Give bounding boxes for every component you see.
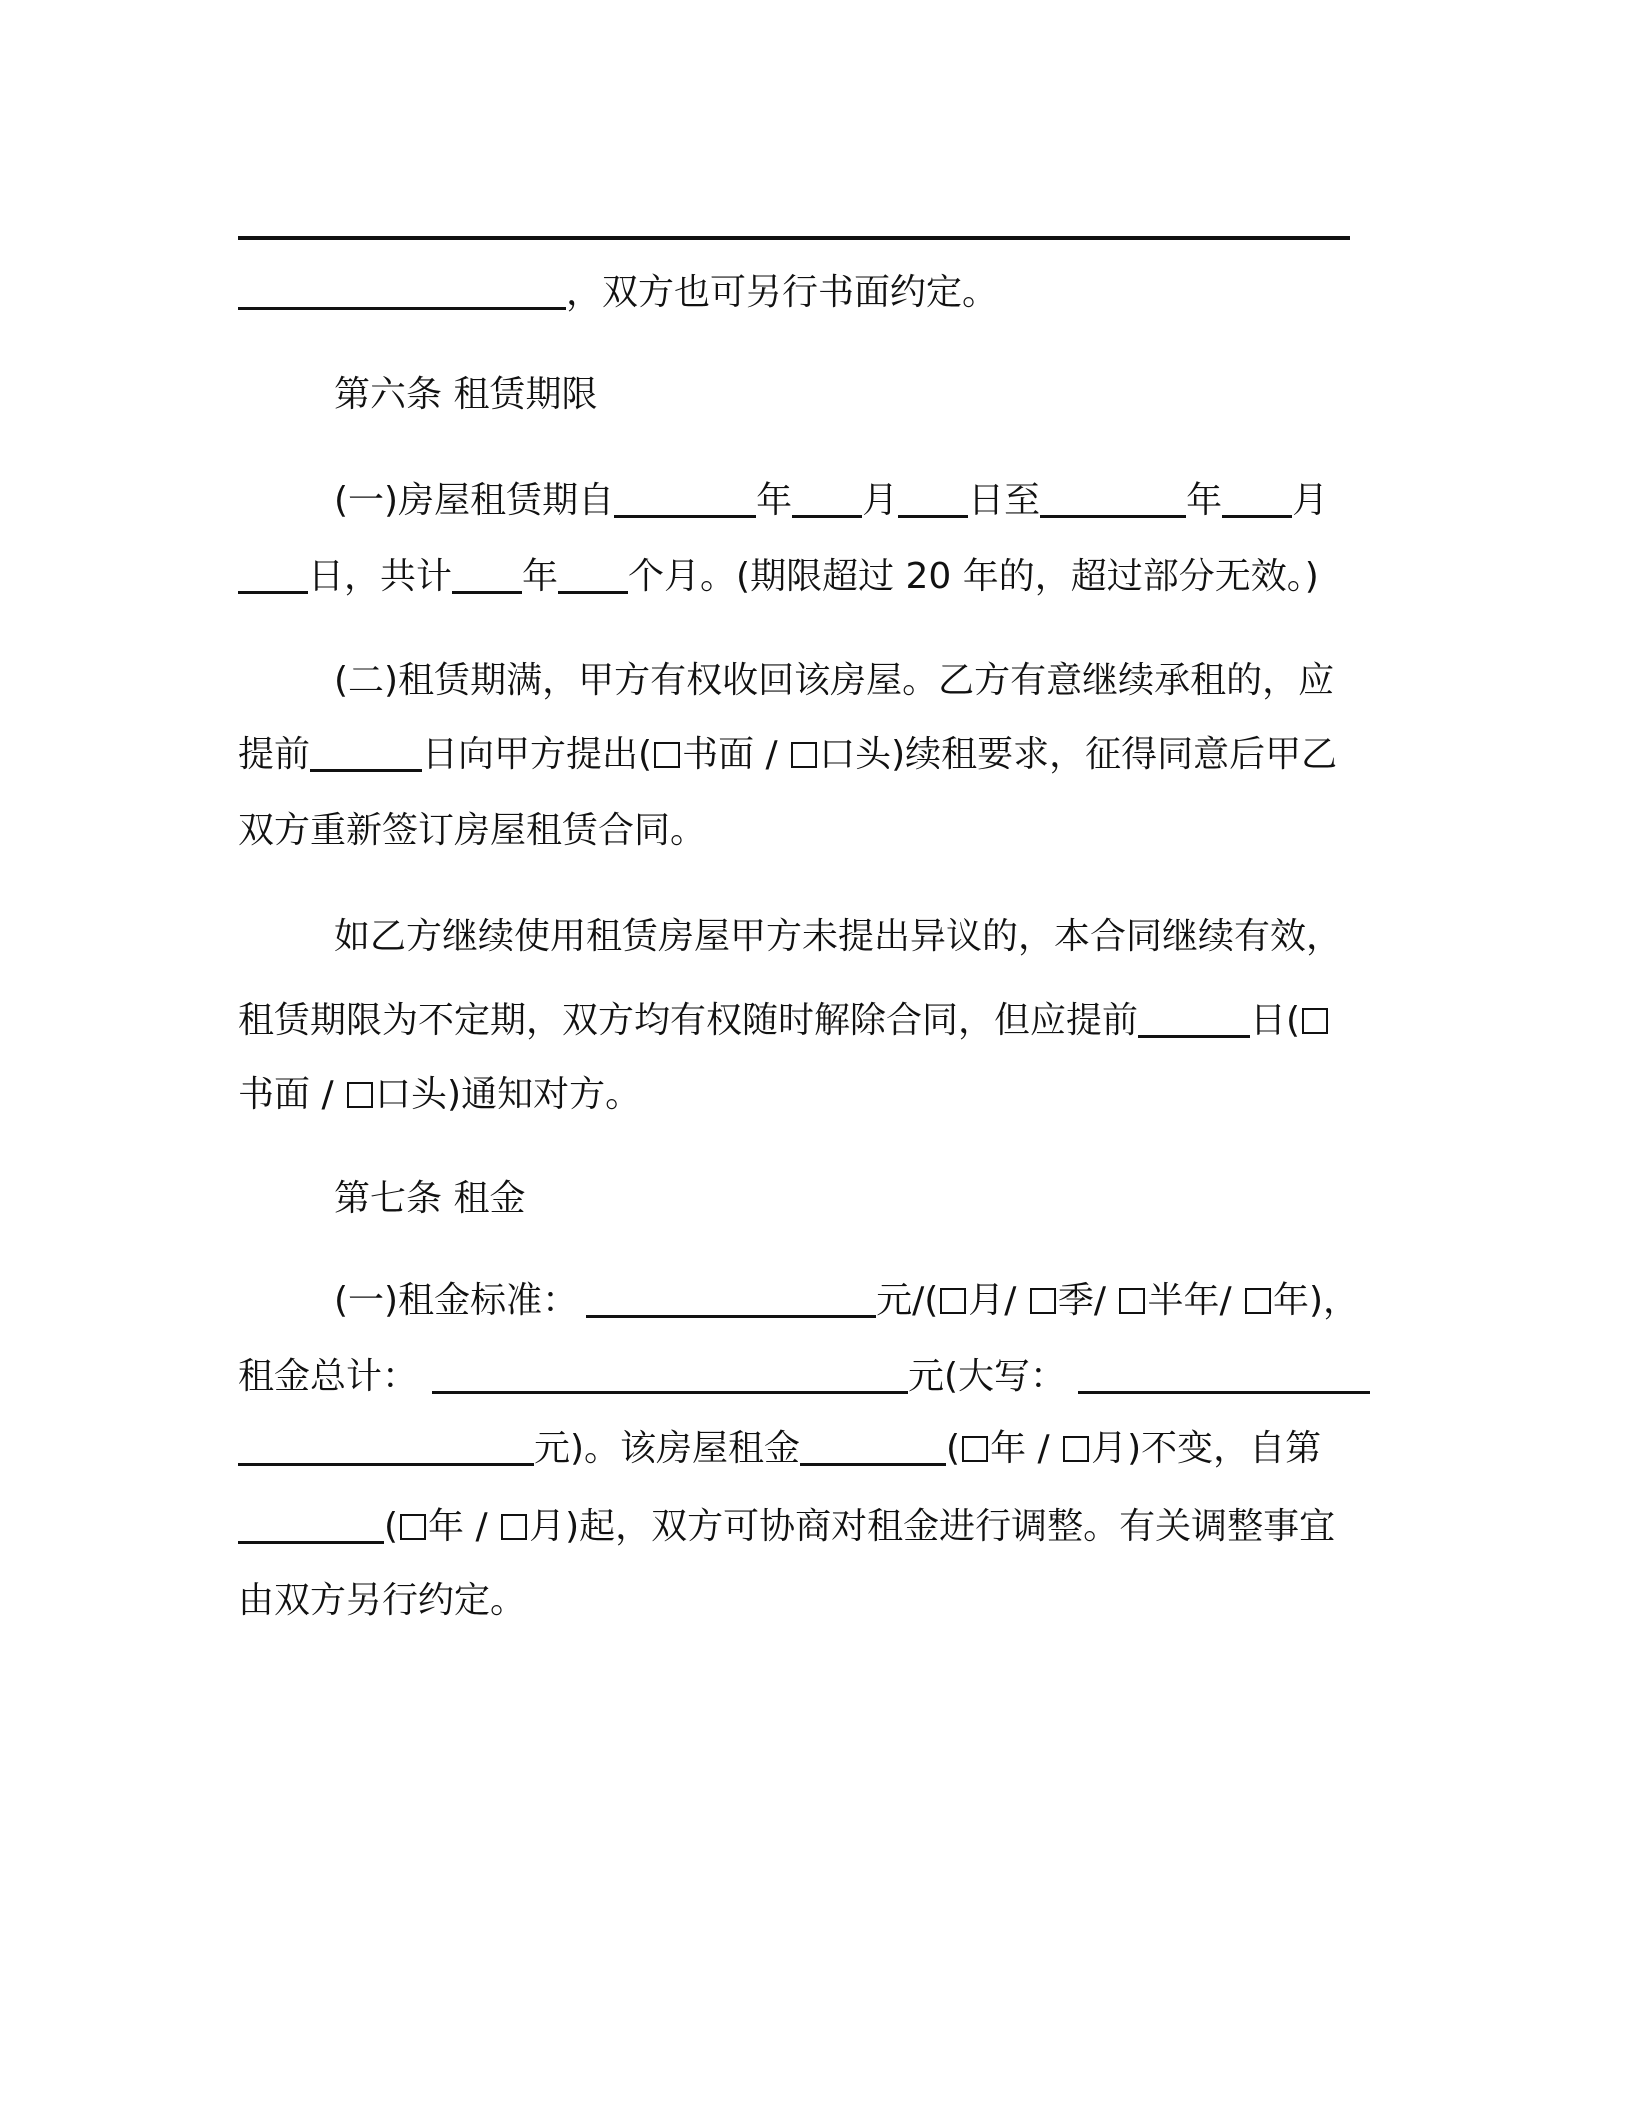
- text-span: 日向甲方提出(: [422, 734, 653, 775]
- text-span: 季/: [1057, 1280, 1118, 1321]
- blank-field[interactable]: [1138, 995, 1250, 1038]
- text-span: 月: [862, 480, 899, 521]
- article-7-title: 第七条 租金: [334, 1178, 526, 1219]
- text-line: 双方重新签订房屋租赁合同。: [238, 810, 707, 851]
- text-span: (: [946, 1428, 961, 1469]
- blank-field[interactable]: [238, 267, 566, 310]
- text-line: [334, 470, 1328, 532]
- text-span: 年)，: [1273, 1280, 1360, 1321]
- text-span: 月)不变，自第: [1091, 1428, 1322, 1469]
- blank-field[interactable]: [898, 475, 968, 518]
- blank-field[interactable]: [238, 1423, 534, 1466]
- text-span: (: [384, 1506, 399, 1547]
- text-span: 月: [1292, 480, 1329, 521]
- blank-field[interactable]: [800, 1423, 946, 1466]
- checkbox[interactable]: [962, 1436, 988, 1462]
- blank-field[interactable]: [1078, 1351, 1370, 1394]
- article-6-title: 第六条 租赁期限: [334, 374, 598, 415]
- blank-field[interactable]: [238, 1501, 384, 1544]
- text-span: 半年/: [1147, 1280, 1244, 1321]
- blank-field[interactable]: [558, 551, 628, 594]
- blank-field[interactable]: [238, 551, 308, 594]
- text-line: [238, 1418, 1321, 1480]
- text-span: 年 /: [428, 1506, 500, 1547]
- checkbox[interactable]: [654, 742, 680, 768]
- text-span: 租赁期限为不定期，双方均有权随时解除合同，但应提前: [238, 1000, 1139, 1041]
- text-line: 如乙方继续使用租赁房屋甲方未提出异议的，本合同继续有效，: [334, 916, 1343, 957]
- text-line: 由双方另行约定。: [238, 1580, 527, 1621]
- text-span: 日，共计: [308, 556, 453, 597]
- blank-field[interactable]: [1222, 475, 1292, 518]
- text-line: [238, 1064, 641, 1126]
- blank-field[interactable]: [792, 475, 862, 518]
- blank-field[interactable]: [614, 475, 756, 518]
- text-line: [238, 1496, 1335, 1558]
- text-line: [334, 1270, 1359, 1332]
- checkbox[interactable]: [347, 1082, 373, 1108]
- text-span: 口头)通知对方。: [375, 1074, 642, 1115]
- text-span: 年: [522, 556, 559, 597]
- text-line: [238, 262, 998, 324]
- checkbox[interactable]: [1245, 1288, 1271, 1314]
- text-span: (一)租金标准：: [334, 1280, 579, 1321]
- checkbox[interactable]: [791, 742, 817, 768]
- blank-field[interactable]: [452, 551, 522, 594]
- text-span: 租金总计：: [238, 1356, 419, 1397]
- checkbox[interactable]: [1063, 1436, 1089, 1462]
- text-line: (二)租赁期满，甲方有权收回该房屋。乙方有意继续承租的，应: [334, 660, 1335, 701]
- text-span: 年: [1186, 480, 1223, 521]
- text-span: 年 /: [990, 1428, 1062, 1469]
- checkbox[interactable]: [1302, 1008, 1328, 1034]
- checkbox[interactable]: [400, 1514, 426, 1540]
- blank-line-full: [238, 236, 1350, 240]
- blank-field[interactable]: [310, 729, 422, 772]
- text-span: ，双方也可另行书面约定。: [566, 272, 999, 313]
- text-span: 书面 /: [682, 734, 790, 775]
- text-span: 月)起，双方可协商对租金进行调整。有关调整事宜: [529, 1506, 1336, 1547]
- text-span: 年: [756, 480, 793, 521]
- checkbox[interactable]: [940, 1288, 966, 1314]
- text-line: [238, 546, 1319, 608]
- text-span: 元)。该房屋租金: [534, 1428, 801, 1469]
- text-span: 日至: [968, 480, 1041, 521]
- text-span: 书面 /: [238, 1074, 346, 1115]
- text-span: 个月。(期限超过 20 年的，超过部分无效。): [628, 556, 1319, 597]
- checkbox[interactable]: [1030, 1288, 1056, 1314]
- checkbox[interactable]: [1119, 1288, 1145, 1314]
- text-span: (一)房屋租赁期自: [334, 480, 615, 521]
- text-line: [238, 1346, 1370, 1408]
- checkbox[interactable]: [501, 1514, 527, 1540]
- text-span: 月/: [968, 1280, 1028, 1321]
- text-span: 口头)续租要求，征得同意后甲乙: [819, 734, 1338, 775]
- blank-field[interactable]: [586, 1275, 876, 1318]
- text-span: 元/(: [876, 1280, 939, 1321]
- blank-field[interactable]: [432, 1351, 908, 1394]
- text-span: 提前: [238, 734, 311, 775]
- text-line: [238, 724, 1337, 786]
- text-line: [238, 990, 1330, 1052]
- text-span: 元(大写：: [908, 1356, 1067, 1397]
- blank-field[interactable]: [1040, 475, 1186, 518]
- text-span: 日(: [1250, 1000, 1301, 1041]
